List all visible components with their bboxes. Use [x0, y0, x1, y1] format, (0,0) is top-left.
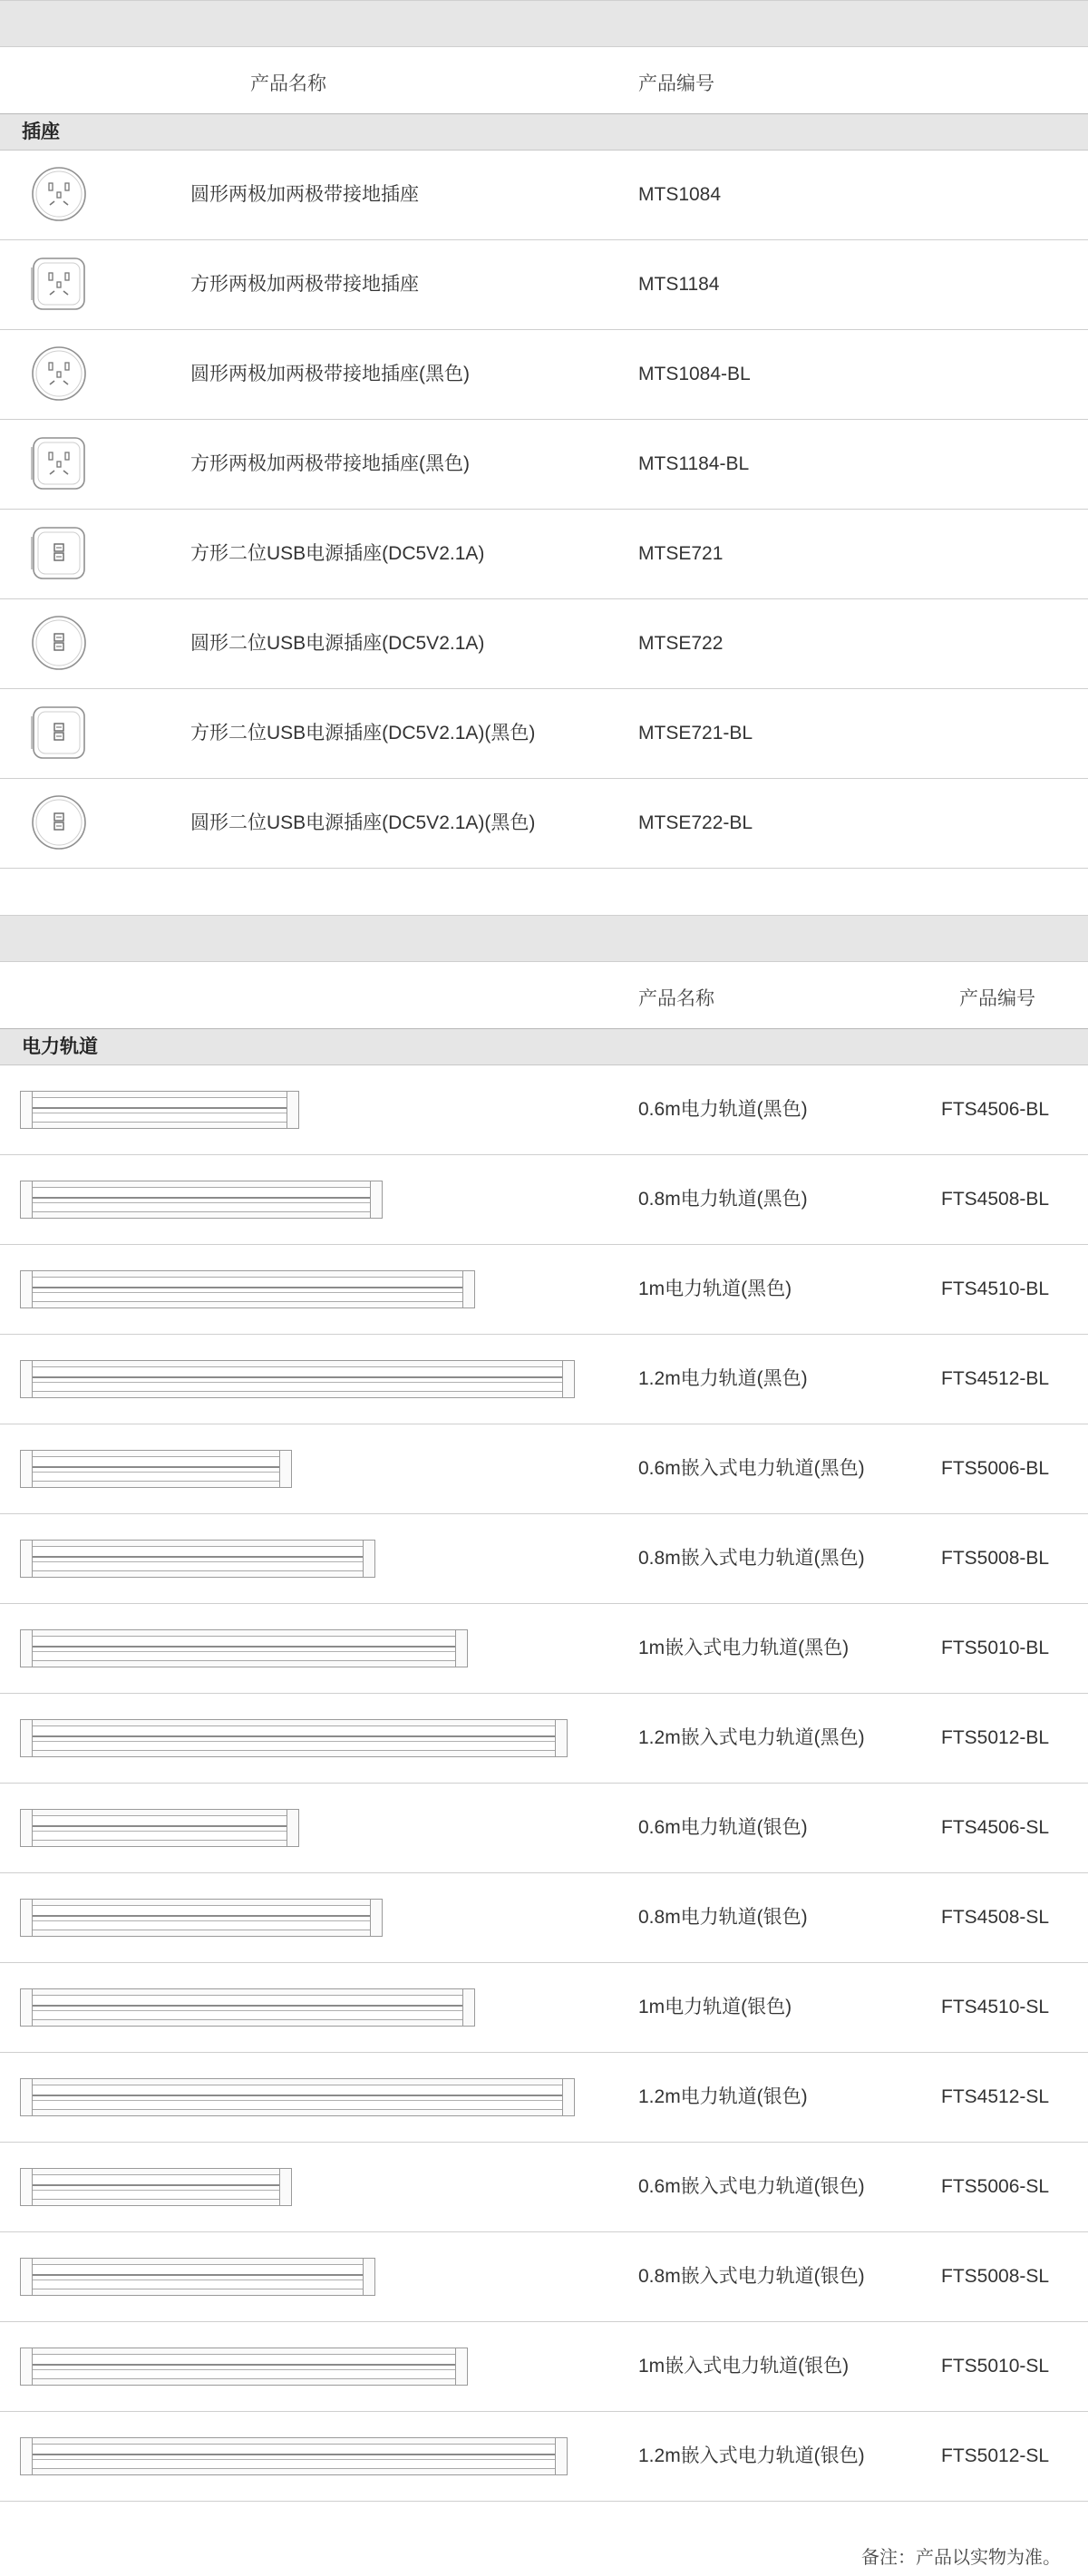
table-row: [0, 599, 1088, 689]
embedded-track-icon: [20, 2168, 292, 2206]
table-row: [0, 2322, 1088, 2412]
product-code: MTS1084: [638, 184, 722, 205]
product-name: 0.6m嵌入式电力轨道(黑色): [638, 1458, 865, 1479]
product-name: 1.2m电力轨道(黑色): [638, 1368, 808, 1389]
product-name: 1m嵌入式电力轨道(黑色): [638, 1638, 850, 1658]
product-name: 1.2m嵌入式电力轨道(黑色): [638, 1727, 865, 1748]
embedded-track-icon: [20, 2258, 375, 2296]
power-track-icon: [20, 2078, 575, 2116]
spacer: [0, 869, 1088, 915]
table-row: [0, 1424, 1088, 1514]
table-row: [0, 330, 1088, 420]
product-code: FTS5008-SL: [941, 2266, 1050, 2287]
track-table-header: [0, 962, 1088, 1029]
product-code: MTSE721: [638, 543, 724, 564]
product-code: MTSE722-BL: [638, 812, 753, 833]
embedded-track-icon: [20, 1719, 568, 1757]
product-name: 1m电力轨道(银色): [638, 1997, 792, 2017]
table-row: [0, 1065, 1088, 1155]
table-row: [0, 510, 1088, 599]
product-name: 方形两极加两极带接地插座: [190, 274, 419, 295]
table-row: [0, 1155, 1088, 1245]
product-code: FTS5006-BL: [941, 1458, 1050, 1479]
power-track-icon: [20, 1270, 475, 1308]
product-code: FTS4510-BL: [941, 1278, 1050, 1299]
table-row: [0, 1335, 1088, 1424]
embedded-track-icon: [20, 1450, 292, 1488]
square-usb-socket-icon: [30, 524, 88, 582]
table-row: [0, 1784, 1088, 1873]
product-name: 圆形二位USB电源插座(DC5V2.1A): [190, 633, 485, 654]
top-band: [0, 0, 1088, 47]
product-name: 1m电力轨道(黑色): [638, 1278, 792, 1299]
header-product-code: 产品编号: [959, 988, 1035, 1009]
square-usb-socket-icon: [30, 704, 88, 762]
product-code: FTS4508-SL: [941, 1907, 1050, 1928]
product-code: FTS5010-BL: [941, 1638, 1050, 1658]
header-product-name: 产品名称: [250, 73, 326, 94]
table-row: [0, 1514, 1088, 1604]
table-row: [0, 2232, 1088, 2322]
product-code: FTS4506-SL: [941, 1817, 1050, 1838]
product-name: 0.6m嵌入式电力轨道(银色): [638, 2176, 865, 2197]
product-name: 1m嵌入式电力轨道(银色): [638, 2356, 850, 2377]
embedded-track-icon: [20, 2437, 568, 2475]
product-code: FTS5008-BL: [941, 1548, 1050, 1569]
power-track-icon: [20, 1899, 383, 1937]
product-name: 方形二位USB电源插座(DC5V2.1A)(黑色): [190, 723, 536, 744]
round-socket-icon: [30, 345, 88, 403]
middle-band: [0, 915, 1088, 962]
power-track-icon: [20, 1809, 299, 1847]
table-row: [0, 1694, 1088, 1784]
header-product-code: 产品编号: [638, 73, 714, 94]
product-code: FTS4508-BL: [941, 1189, 1050, 1210]
table-row: [0, 689, 1088, 779]
table-row: [0, 1604, 1088, 1694]
table-row: [0, 151, 1088, 240]
product-code: MTSE722: [638, 633, 724, 654]
product-code: FTS5010-SL: [941, 2356, 1050, 2377]
product-name: 1.2m电力轨道(银色): [638, 2086, 808, 2107]
header-product-name: 产品名称: [638, 988, 714, 1009]
product-name: 圆形两极加两极带接地插座: [190, 184, 419, 205]
product-code: FTS4512-SL: [941, 2086, 1050, 2107]
product-code: FTS5006-SL: [941, 2176, 1050, 2197]
product-name: 方形二位USB电源插座(DC5V2.1A): [190, 543, 485, 564]
round-usb-socket-icon: [30, 793, 88, 851]
product-name: 1.2m嵌入式电力轨道(银色): [638, 2445, 865, 2466]
embedded-track-icon: [20, 2348, 468, 2386]
product-name: 0.6m电力轨道(黑色): [638, 1099, 808, 1120]
product-code: FTS4506-BL: [941, 1099, 1050, 1120]
table-row: [0, 779, 1088, 869]
socket-table-header: [0, 47, 1088, 114]
product-name: 0.8m嵌入式电力轨道(银色): [638, 2266, 865, 2287]
table-row: [0, 1963, 1088, 2053]
product-name: 圆形二位USB电源插座(DC5V2.1A)(黑色): [190, 812, 536, 833]
table-row: [0, 1873, 1088, 1963]
product-name: 0.8m电力轨道(银色): [638, 1907, 808, 1928]
category-power-tracks: 电力轨道: [0, 1029, 1088, 1065]
table-row: [0, 2412, 1088, 2502]
table-row: [0, 2143, 1088, 2232]
embedded-track-icon: [20, 1540, 375, 1578]
power-track-icon: [20, 1360, 575, 1398]
embedded-track-icon: [20, 1629, 468, 1667]
product-name: 0.8m嵌入式电力轨道(黑色): [638, 1548, 865, 1569]
power-track-icon: [20, 1181, 383, 1219]
power-track-icon: [20, 1988, 475, 2027]
table-row: [0, 420, 1088, 510]
product-name: 圆形两极加两极带接地插座(黑色): [190, 364, 470, 384]
product-code: MTS1084-BL: [638, 364, 751, 384]
product-code: MTSE721-BL: [638, 723, 753, 744]
socket-table-body: [0, 151, 1088, 869]
table-row: [0, 1245, 1088, 1335]
product-code: MTS1184: [638, 274, 720, 295]
square-socket-icon: [30, 434, 88, 492]
round-socket-icon: [30, 165, 88, 223]
table-row: [0, 2053, 1088, 2143]
product-name: 方形两极加两极带接地插座(黑色): [190, 453, 470, 474]
round-usb-socket-icon: [30, 614, 88, 672]
product-code: FTS5012-SL: [941, 2445, 1050, 2466]
table-row: [0, 240, 1088, 330]
footnote: 备注：产品以实物为准。: [861, 2548, 1061, 2568]
track-table-body: [0, 1065, 1088, 2502]
product-code: FTS4510-SL: [941, 1997, 1050, 2017]
product-code: MTS1184-BL: [638, 453, 750, 474]
product-name: 0.6m电力轨道(银色): [638, 1817, 808, 1838]
power-track-icon: [20, 1091, 299, 1129]
category-sockets: 插座: [0, 114, 1088, 151]
product-code: FTS5012-BL: [941, 1727, 1050, 1748]
product-name: 0.8m电力轨道(黑色): [638, 1189, 808, 1210]
square-socket-icon: [30, 255, 88, 313]
product-code: FTS4512-BL: [941, 1368, 1050, 1389]
